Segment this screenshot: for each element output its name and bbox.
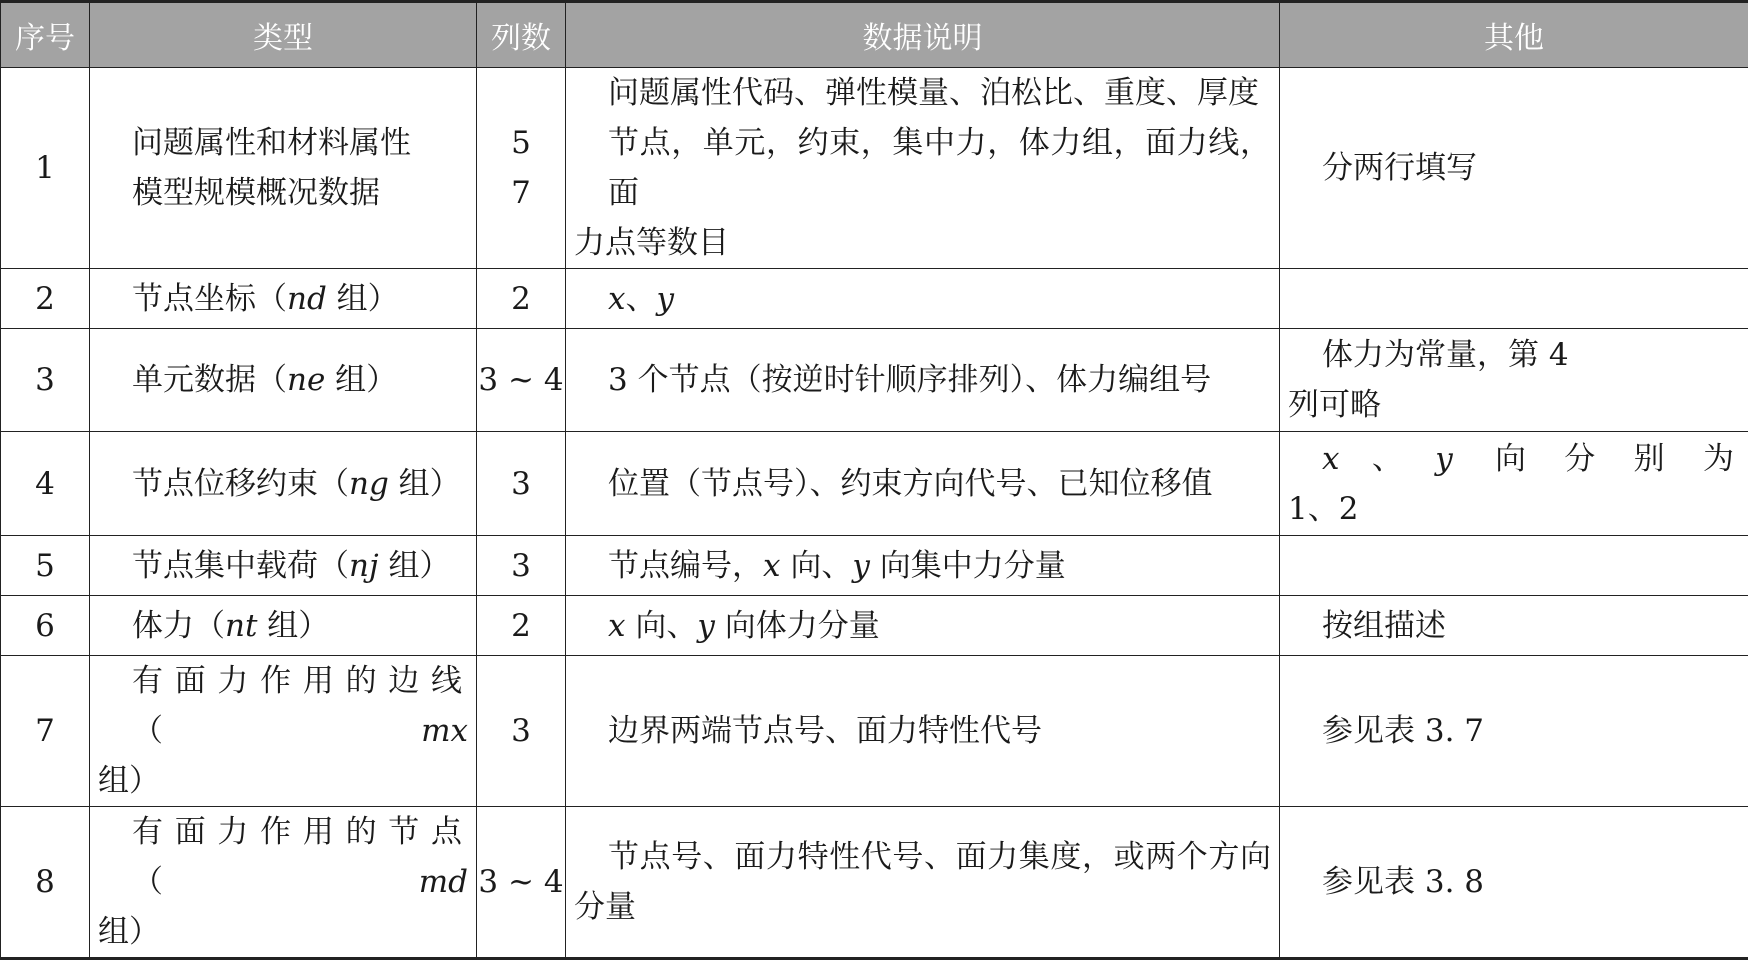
table-row — [1, 536, 1748, 596]
desc-var-x: x — [608, 608, 625, 644]
cell-other — [1280, 656, 1748, 807]
other-rest: 向分别为 — [1495, 441, 1740, 477]
type-line — [98, 807, 468, 907]
type-line — [98, 274, 468, 324]
cell-type — [90, 269, 477, 329]
header-desc: 数据说明 — [566, 2, 1280, 68]
cell-type — [90, 68, 477, 269]
type-var: md — [419, 864, 468, 900]
table-row — [1, 329, 1748, 432]
other-line: 列可略 — [1288, 380, 1740, 430]
header-cols: 列数 — [477, 2, 566, 68]
cols-line: 5 — [477, 118, 565, 168]
desc-var-y: y — [697, 608, 715, 644]
cell-desc — [566, 536, 1280, 596]
type-pre: 单元数据（ — [132, 362, 287, 398]
cell-no: 8 — [1, 807, 90, 959]
cell-cols: 3 — [477, 432, 566, 536]
other-sep: 、 — [1339, 441, 1435, 477]
desc-line: 位置（节点号）、约束方向代号、已知位移值 — [574, 459, 1271, 509]
table-row — [1, 656, 1748, 807]
desc-var-x: x — [763, 548, 780, 584]
cell-cols: 3 — [477, 536, 566, 596]
cell-desc — [566, 656, 1280, 807]
desc-line — [574, 274, 1271, 324]
desc-var-x: x — [608, 281, 625, 317]
table-row — [1, 807, 1748, 959]
type-var: ng — [349, 466, 389, 502]
table-row — [1, 269, 1748, 329]
cell-desc — [566, 807, 1280, 959]
table-row — [1, 68, 1748, 269]
table-row — [1, 596, 1748, 656]
cols-line: 7 — [477, 168, 565, 218]
cell-desc — [566, 432, 1280, 536]
cell-other — [1280, 329, 1748, 432]
cell-desc — [566, 329, 1280, 432]
cell-cols: 3 ~ 4 — [477, 807, 566, 959]
type-pre: 节点坐标（ — [132, 281, 287, 317]
desc-pre: 节点编号， — [608, 548, 763, 584]
other-line — [1288, 434, 1740, 484]
desc-var-y: y — [852, 548, 870, 584]
other-text: 参见表 3. 8 — [1288, 857, 1740, 907]
type-line: 模型规模概况数据 — [98, 168, 468, 218]
desc-mid: 向、 — [790, 548, 852, 584]
type-line — [98, 459, 468, 509]
cell-desc — [566, 269, 1280, 329]
cell-no: 7 — [1, 656, 90, 807]
desc-mid: 向、 — [635, 608, 697, 644]
header-other: 其他 — [1280, 2, 1748, 68]
other-text: 按组描述 — [1288, 601, 1740, 651]
type-var: nd — [287, 281, 327, 317]
cell-desc — [566, 596, 1280, 656]
table-header — [1, 2, 1748, 68]
cell-cols: 2 — [477, 269, 566, 329]
cell-desc — [566, 68, 1280, 269]
type-pre: 体力（ — [132, 608, 225, 644]
type-post: 组） — [267, 608, 329, 644]
desc-line: 节点号、面力特性代号、面力集度，或两个方向 — [574, 832, 1271, 882]
type-post: 组） — [335, 362, 397, 398]
cell-other — [1280, 596, 1748, 656]
cell-type — [90, 536, 477, 596]
desc-line: 3 个节点（按逆时针顺序排列）、体力编组号 — [574, 355, 1271, 405]
desc-sep: 、 — [625, 281, 656, 317]
type-pre: 有面力作用的节点（ — [132, 814, 468, 900]
type-line — [98, 355, 468, 405]
cell-no: 2 — [1, 269, 90, 329]
header-type: 类型 — [90, 2, 477, 68]
cell-type — [90, 807, 477, 959]
type-post: 组） — [399, 466, 461, 502]
desc-line: 边界两端节点号、面力特性代号 — [574, 706, 1271, 756]
type-line: 问题属性和材料属性 — [98, 118, 468, 168]
cell-cols: 3 — [477, 656, 566, 807]
cell-type — [90, 329, 477, 432]
type-var: ne — [287, 362, 325, 398]
cell-no: 4 — [1, 432, 90, 536]
type-var: mx — [421, 713, 468, 749]
type-post: 组） — [388, 548, 450, 584]
other-line: 体力为常量，第 4 — [1288, 330, 1740, 380]
desc-line: 问题属性代码、弹性模量、泊松比、重度、厚度 — [574, 68, 1271, 118]
cell-other — [1280, 269, 1748, 329]
cell-cols: 2 — [477, 596, 566, 656]
cell-type — [90, 596, 477, 656]
desc-post: 向体力分量 — [725, 608, 880, 644]
cell-other — [1280, 432, 1748, 536]
header-row — [1, 2, 1748, 68]
type-post: 组） — [337, 281, 399, 317]
cell-no: 3 — [1, 329, 90, 432]
type-line — [98, 656, 468, 756]
type-pre: 节点位移约束（ — [132, 466, 349, 502]
desc-var-y: y — [656, 281, 674, 317]
other-text: 分两行填写 — [1288, 143, 1740, 193]
type-line: 组） — [98, 907, 468, 957]
desc-line: 节点，单元，约束，集中力，体力组，面力线，面 — [574, 118, 1271, 218]
desc-line: 分量 — [574, 882, 1271, 932]
type-line — [98, 541, 468, 591]
desc-line: 力点等数目 — [574, 218, 1271, 268]
table-row — [1, 432, 1748, 536]
other-line: 1、2 — [1288, 484, 1740, 534]
desc-line — [574, 601, 1271, 651]
type-var: nt — [225, 608, 257, 644]
cell-other — [1280, 536, 1748, 596]
type-pre: 有面力作用的边线（ — [132, 663, 468, 749]
cell-cols — [477, 68, 566, 269]
cell-no: 6 — [1, 596, 90, 656]
header-no: 序号 — [1, 2, 90, 68]
cell-no: 1 — [1, 68, 90, 269]
desc-line — [574, 541, 1271, 591]
type-line — [98, 601, 468, 651]
cell-other — [1280, 807, 1748, 959]
cell-type — [90, 656, 477, 807]
cell-cols: 3 ~ 4 — [477, 329, 566, 432]
desc-post: 向集中力分量 — [880, 548, 1066, 584]
cell-other — [1280, 68, 1748, 269]
type-line: 组） — [98, 756, 468, 806]
other-text: 参见表 3. 7 — [1288, 706, 1740, 756]
cell-no: 5 — [1, 536, 90, 596]
type-pre: 节点集中载荷（ — [132, 548, 349, 584]
type-var: nj — [349, 548, 379, 584]
cell-type — [90, 432, 477, 536]
other-var-y: y — [1435, 441, 1453, 477]
other-var-x: x — [1322, 441, 1339, 477]
